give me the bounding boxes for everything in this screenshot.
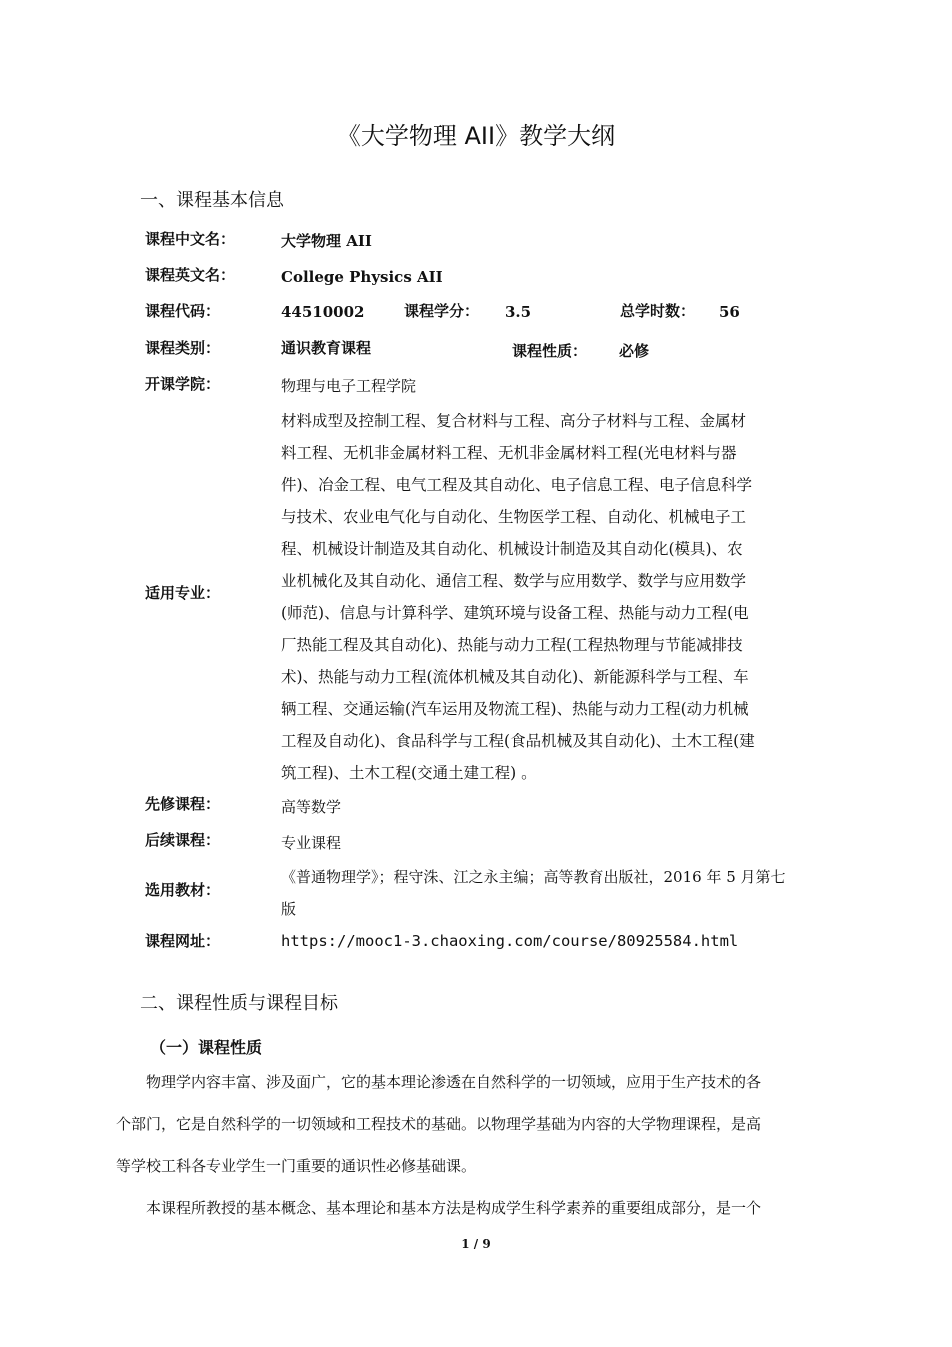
textbook-line: 《普通物理学》；程守洙、江之永主编；高等教育出版社，2016 年 5 月第七 (281, 868, 786, 886)
nature-label: 课程性质： (512, 342, 588, 360)
followup-label: 后续课程： (145, 831, 221, 849)
document-title: 《大学物理 AII》教学大纲 (336, 122, 616, 150)
subsection-heading: （一）课程性质 (150, 1038, 263, 1057)
paragraph-line: 本课程所教授的基本概念、基本理论和基本方法是构成学生科学素养的重要组成部分，是一个 (146, 1199, 762, 1217)
college-value: 物理与电子工程学院 (281, 377, 417, 395)
url-label: 课程网址： (145, 932, 221, 950)
textbook-label: 选用教材： (145, 881, 221, 899)
category-label: 课程类别： (145, 339, 221, 357)
code-label: 课程代码： (145, 302, 221, 320)
prereq-value: 高等数学 (281, 798, 342, 816)
majors-line: 件)、冶金工程、电气工程及其自动化、电子信息工程、电子信息科学 (281, 476, 753, 494)
section1-heading: 一、课程基本信息 (140, 190, 284, 211)
cn-name-label: 课程中文名： (145, 230, 236, 248)
nature-value: 必修 (619, 342, 650, 360)
credit-label: 课程学分： (404, 302, 480, 320)
prereq-label: 先修课程： (145, 795, 221, 813)
code-value: 44510002 (281, 303, 365, 321)
majors-line: 厂热能工程及其自动化)、热能与动力工程(工程热物理与节能减排技 (281, 636, 743, 654)
followup-value: 专业课程 (281, 834, 342, 852)
paragraph-nature (116, 1061, 841, 1229)
page-number: 1 / 9 (461, 1237, 491, 1251)
paragraph-line: 等学校工科各专业学生一门重要的通识性必修基础课。 (116, 1157, 477, 1175)
majors-line: 筑工程)、土木工程(交通土建工程) 。 (281, 764, 537, 782)
section2-heading: 二、课程性质与课程目标 (140, 993, 338, 1014)
majors-list (281, 405, 791, 789)
majors-line: 料工程、无机非金属材料工程、无机非金属材料工程(光电材料与器 (281, 444, 737, 462)
category-value: 通识教育课程 (281, 339, 372, 357)
credit-value: 3.5 (505, 303, 532, 321)
college-label: 开课学院： (145, 375, 221, 393)
majors-line: 工程及自动化)、食品科学与工程(食品机械及其自动化)、土木工程(建 (281, 732, 755, 750)
majors-line: 程、机械设计制造及其自动化、机械设计制造及其自动化(模具)、农 (281, 540, 743, 558)
majors-line: (师范)、信息与计算科学、建筑环境与设备工程、热能与动力工程(电 (281, 604, 749, 622)
majors-line: 材料成型及控制工程、复合材料与工程、高分子材料与工程、金属材 (281, 412, 747, 430)
textbook-line: 版 (281, 900, 297, 918)
paragraph-line: 物理学内容丰富、涉及面广，它的基本理论渗透在自然科学的一切领域，应用于生产技术的各 (146, 1073, 762, 1091)
majors-line: 辆工程、交通运输(汽车运用及物流工程)、热能与动力工程(动力机械 (281, 700, 749, 718)
majors-line: 与技术、农业电气化与自动化、生物医学工程、自动化、机械电子工 (281, 508, 747, 526)
majors-line: 术)、热能与动力工程(流体机械及其自动化)、新能源科学与工程、车 (281, 668, 749, 686)
majors-label: 适用专业： (145, 584, 221, 602)
course-url-link[interactable]: https://mooc1-3.chaoxing.com/course/80925584.html (281, 932, 739, 950)
hours-value: 56 (719, 303, 740, 321)
paragraph-line: 个部门，它是自然科学的一切领域和工程技术的基础。以物理学基础为内容的大学物理课程，是高 (116, 1115, 762, 1133)
majors-line: 业机械化及其自动化、通信工程、数学与应用数学、数学与应用数学 (281, 572, 747, 590)
cn-name-value: 大学物理 AII (281, 232, 372, 250)
hours-label: 总学时数： (620, 302, 696, 320)
en-name-label: 课程英文名： (145, 266, 236, 284)
en-name-value: College Physics AII (281, 268, 443, 286)
